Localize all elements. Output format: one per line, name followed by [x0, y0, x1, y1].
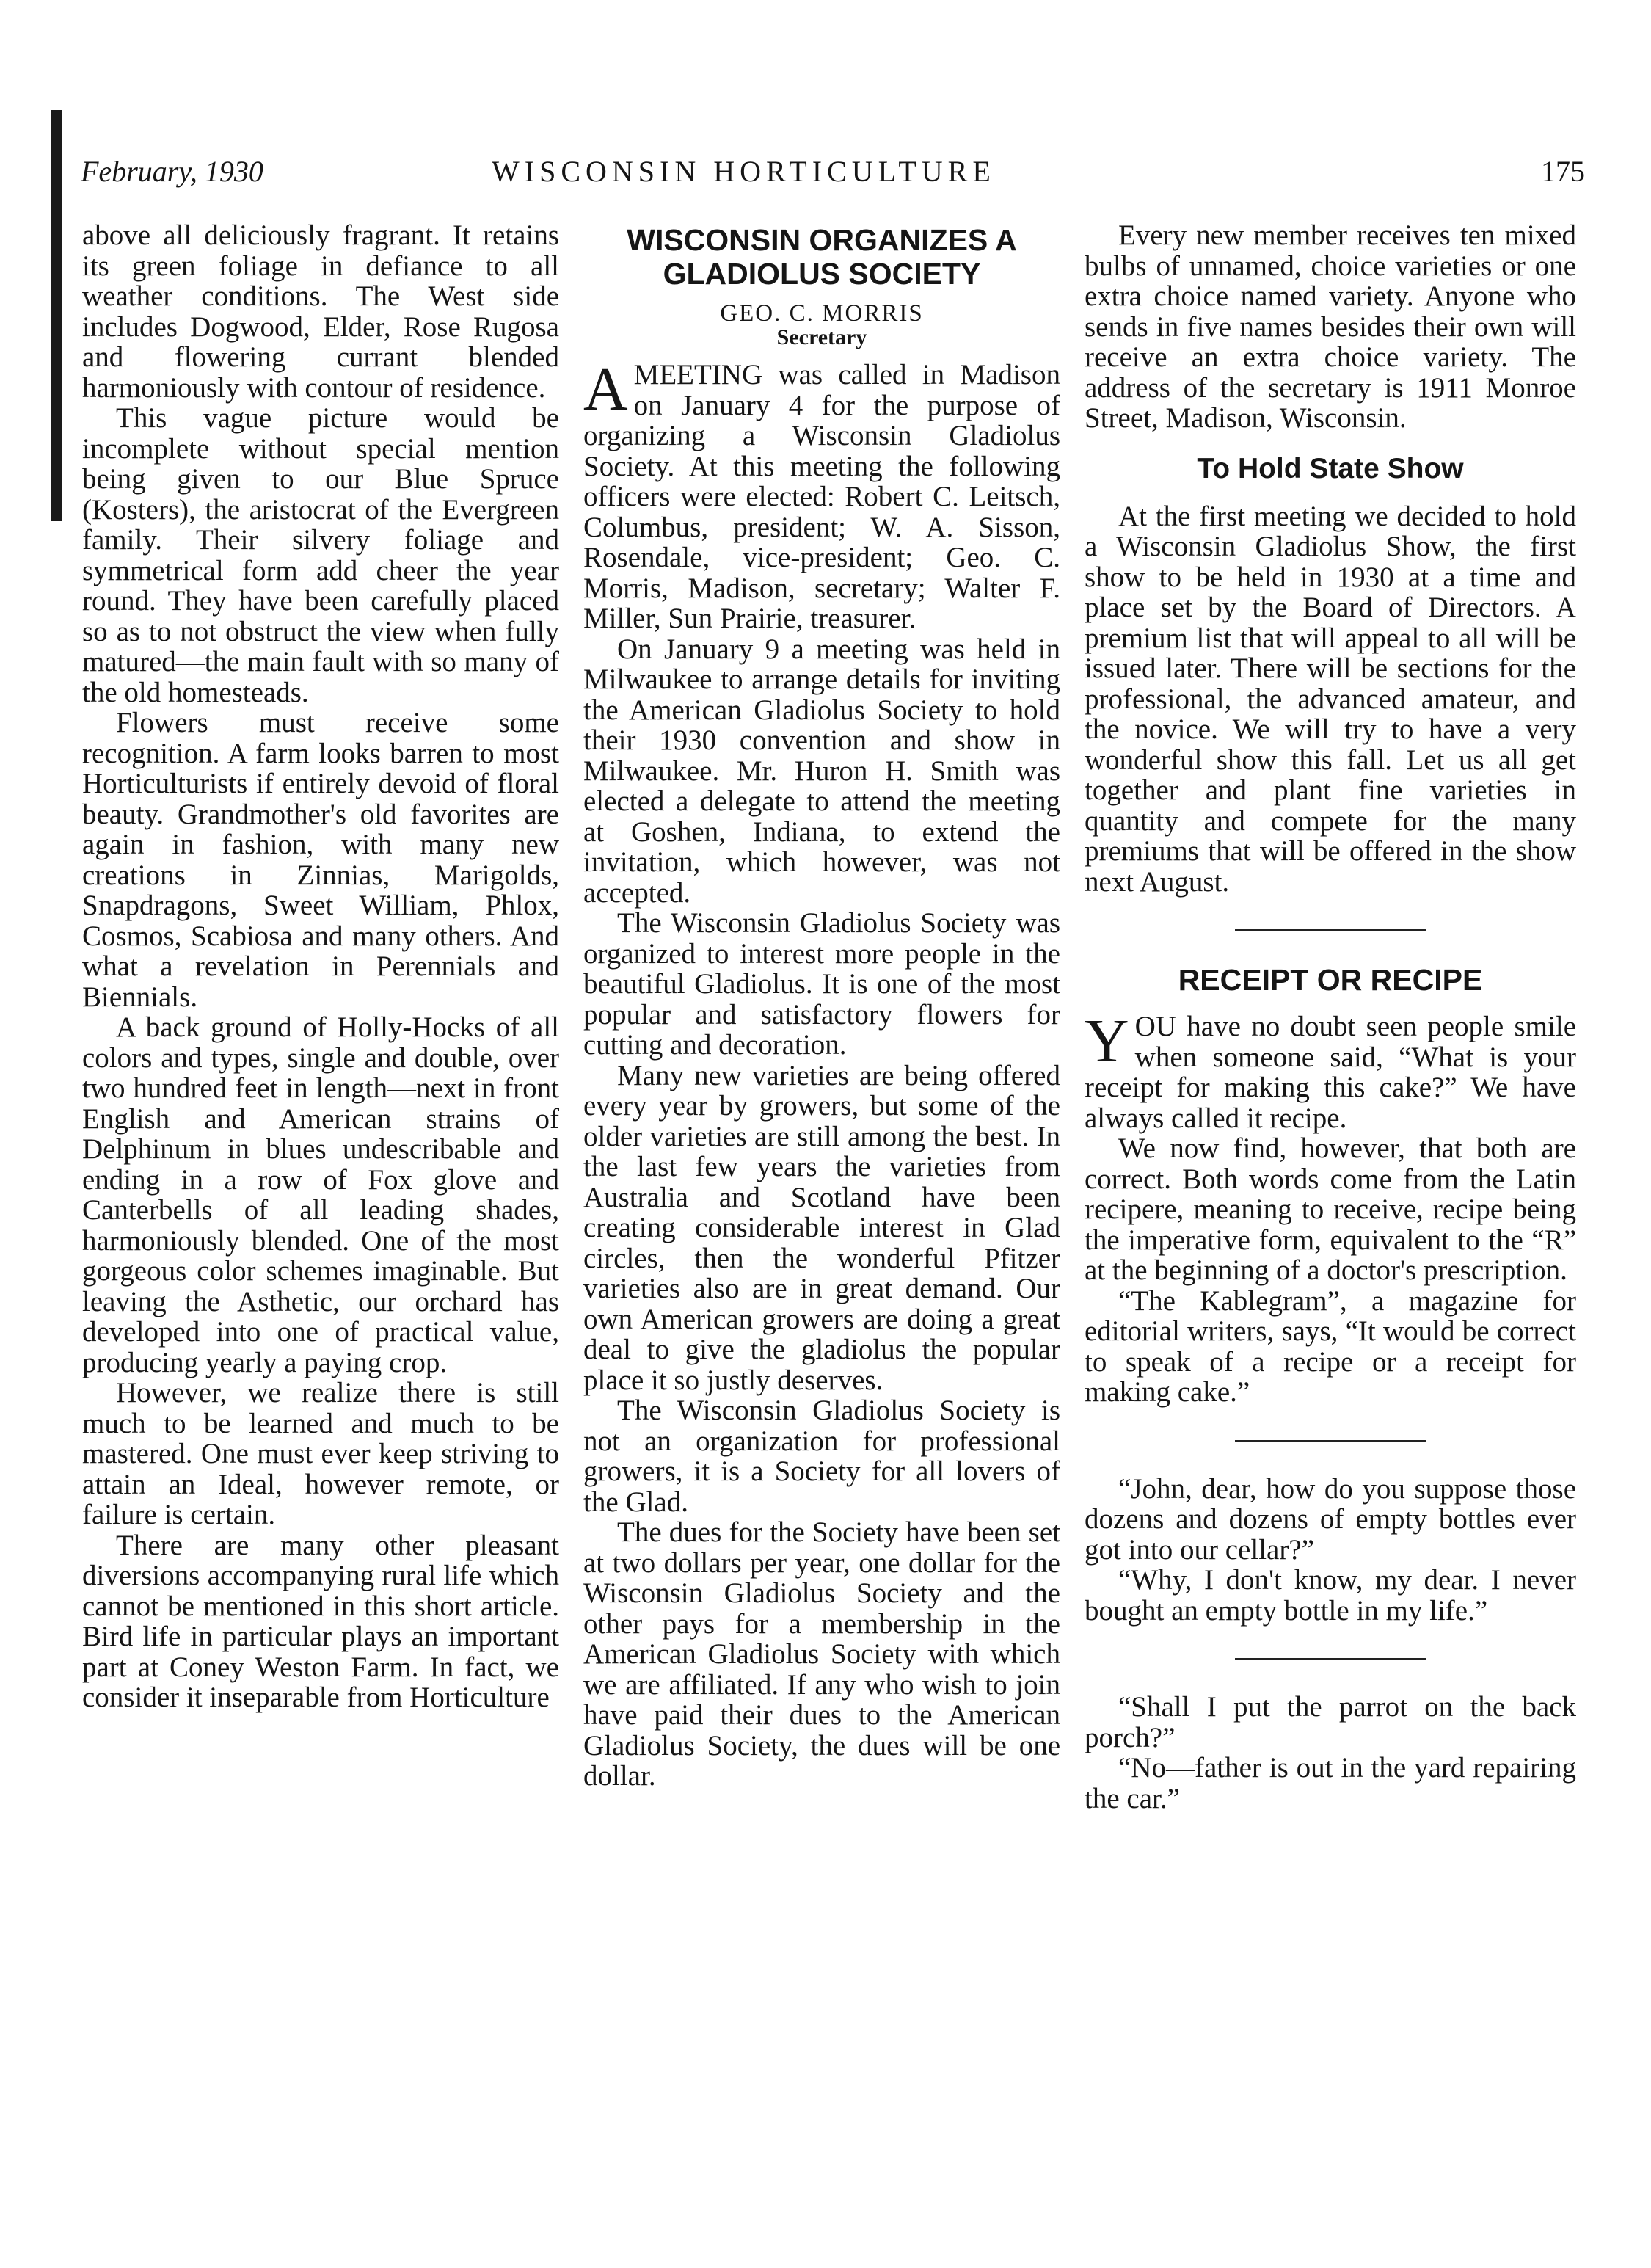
- magazine-title: WISCONSIN HORTICULTURE: [492, 155, 996, 188]
- column-middle: [583, 220, 1060, 1792]
- joke-question: “Shall I put the parrot on the back porch?”: [1085, 1691, 1576, 1753]
- page-header: [81, 154, 1585, 198]
- paragraph-text: MEETING was called in Madison on January 4 for the purpose of organizing a Wisconsin Gladiolus Society. At this meeting the following officers were elected: Robert C. Leitsch, Columbus, president; W. A. Sisson, Rosendale, vice-president; Geo. C. Morris, Madison, secretary; Walter F. Miller, Sun Prairie, treasurer.: [583, 359, 1060, 634]
- article-author: GEO. C. MORRIS: [720, 300, 924, 327]
- spacer: [1085, 1001, 1576, 1011]
- paragraph: However, we realize there is still much to be learned and much to be mastered. One must ever keep striving to attain an Ideal, however remote, or failure is certain.: [82, 1377, 559, 1530]
- paragraph: At the first meeting we decided to hold a Wisconsin Gladiolus Show, the first show to be held in 1930 at a time and place set by the Board of Directors. A premium list that will appeal to all will be issued later. There will be sections for the professional, the advanced amateur, and the novice. We will try to have a very wonderful show this fall. Let us all get together and plant fine varieties in quantity and compete for the many premiums that will be offered in the show next August.: [1085, 500, 1576, 898]
- paragraph: The Wisconsin Gladiolus Society was organized to interest more people in the beautiful Gladiolus. It is one of the most popular and satisfactory flowers for cutting and decoration.: [583, 907, 1060, 1061]
- paragraph: This vague picture would be incomplete without special mention being given to our Blue Spruce (Kosters), the aristocrat of the Evergreen family. Their silvery foliage and symmetrical form add cheer the year round. They have been carefully placed so as to not obstruct the view when fully matured—the main fault with so many of the old homesteads.: [82, 402, 559, 708]
- paragraph: A back ground of Holly-Hocks of all colors and types, single and double, over two hundred feet in length—next in front English and American strains of Delphinum in blues undescribable and ending in a row of Fox glove and Canterbells of all leading shades, harmoniously blended. One of the most gorgeous color schemes imaginable. But leaving the Asthetic, our orchard has developed into one of practical value, producing yearly a paying crop.: [82, 1011, 559, 1378]
- issue-date: February, 1930: [81, 155, 263, 188]
- paragraph: On January 9 a meeting was held in Milwaukee to arrange details for inviting the American Gladiolus Society to hold their 1930 convention and show in Milwaukee. Mr. Huron H. Smith was elected a delegate to attend the meeting at Goshen, Indiana, to extend the invitation, which however, was not accepted.: [583, 633, 1060, 909]
- paragraph: The Wisconsin Gladiolus Society is not an organization for professional growers, it is a Society for all lovers of the Glad.: [583, 1395, 1060, 1518]
- paragraph: We now find, however, that both are correct. Both words come from the Latin recipere, meaning to receive, recipe being the imperative form, equivalent to the “R” at the beginning of a doctor's prescription.: [1085, 1133, 1576, 1286]
- divider: [1235, 929, 1426, 931]
- paragraph: [583, 355, 1060, 634]
- page-number: 175: [1541, 155, 1585, 188]
- drop-cap: Y: [1085, 1007, 1129, 1075]
- paragraph: “The Kablegram”, a magazine for editorial writers, says, “It would be correct to speak of a recipe or a receipt for making cake.”: [1085, 1284, 1576, 1408]
- joke-answer: “Why, I don't know, my dear. I never bought an empty bottle in my life.”: [1085, 1564, 1576, 1627]
- paragraph: The dues for the Society have been set at two dollars per year, one dollar for the Wisconsin Gladiolus Society and the other pays for a membership in the American Gladiolus Society with which we are affiliated. If any who wish to join have paid their dues to the American Gladiolus Society, the dues will be one dollar.: [583, 1516, 1060, 1792]
- divider: [1235, 1658, 1426, 1660]
- joke-answer: “No—father is out in the yard repairing the car.”: [1085, 1752, 1576, 1814]
- paragraph: Many new varieties are being offered every year by growers, but some of the older varieties are still among the best. In the last few years the varieties from Australia and Scotland have been creating considerable interest in Glad circles, then the wonderful Pfitzer varieties also are in great demand. Our own American growers are doing a great deal to give the gladiolus the popular place it so justly deserves.: [583, 1059, 1060, 1396]
- column-right: [1085, 220, 1576, 1814]
- joke-question: “John, dear, how do you suppose those dozens and dozens of empty bottles ever got into our cellar?”: [1085, 1472, 1576, 1566]
- paragraph: above all deliciously fragrant. It retains its green foliage in defiance to all weather conditions. The West side includes Dogwood, Elder, Rose Rugosa and flowering currant blended harmoniously with contour of residence.: [82, 219, 559, 404]
- paragraph-text: OU have no doubt seen people smile when someone said, “What is your receipt for making this cake?” We have always called it recipe.: [1085, 1011, 1576, 1134]
- paragraph: [1085, 1007, 1576, 1134]
- column-left: [82, 220, 559, 1713]
- section-heading: To Hold State Show: [1197, 452, 1464, 484]
- article-title: WISCONSIN ORGANIZES A GLADIOLUS SOCIETY: [627, 223, 1017, 291]
- article-title: RECEIPT OR RECIPE: [1178, 963, 1483, 997]
- page-edge-shadow: [51, 110, 62, 521]
- paragraph: There are many other pleasant diversions accompanying rural life which cannot be mentioned in this short article. Bird life in particular plays an important part at Coney Weston Farm. In fact, we consider it inseparable from Horticulture: [82, 1529, 559, 1713]
- paragraph: Flowers must receive some recognition. A farm looks barren to most Horticulturists if entirely devoid of floral beauty. Grandmother's old favorites are again in fashion, with many new creations in Zinnias, Marigolds, Snapdragons, Sweet William, Phlox, Cosmos, Scabiosa and many others. And what a revelation in Perennials and Biennials.: [82, 707, 559, 1013]
- author-role: Secretary: [776, 325, 867, 349]
- divider: [1235, 1440, 1426, 1442]
- drop-cap: A: [583, 355, 628, 424]
- paragraph: Every new member receives ten mixed bulbs of unnamed, choice varieties or one extra choice named variety. Anyone who sends in five names besides their own will receive an extra choice variety. The address of the secretary is 1911 Monroe Street, Madison, Wisconsin.: [1085, 219, 1576, 434]
